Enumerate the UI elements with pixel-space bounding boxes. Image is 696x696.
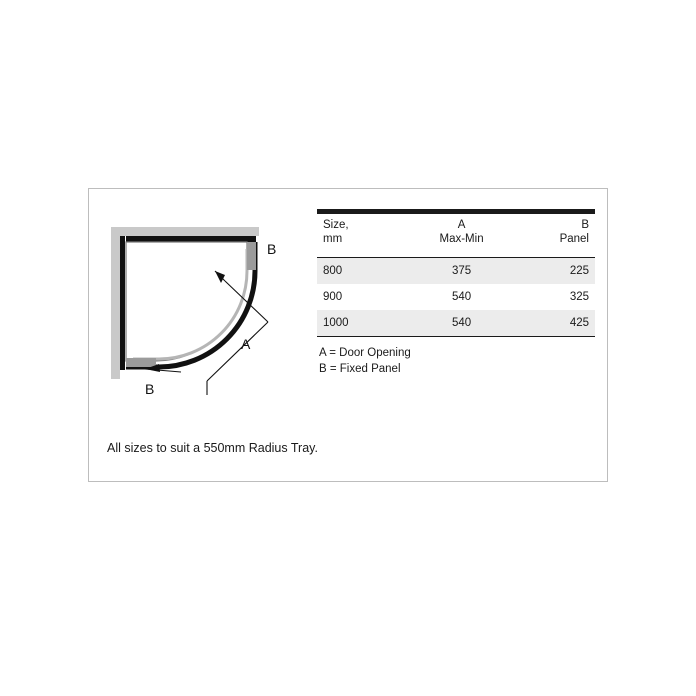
cell-a: 540 <box>412 310 512 337</box>
header-a-line2: Max-Min <box>439 233 484 246</box>
header-b-line2: Panel <box>559 233 589 246</box>
table-row <box>317 257 595 284</box>
header-b-line1: B <box>581 219 589 231</box>
cell-size: 800 <box>317 257 412 284</box>
cell-a: 375 <box>412 257 512 284</box>
size-table-wrapper <box>317 209 595 378</box>
label-b-bottom: B <box>145 381 155 397</box>
table-head <box>317 214 595 257</box>
legend-line-a: A = Door Opening <box>319 346 411 359</box>
cell-b: 425 <box>512 310 595 337</box>
table-body <box>317 257 595 336</box>
cell-a: 540 <box>451 290 472 303</box>
header-size <box>317 214 412 257</box>
legend-line-b: B = Fixed Panel <box>319 363 401 376</box>
fixed-panel-top <box>247 242 256 270</box>
glass-area <box>126 242 247 361</box>
left-rail <box>120 236 125 370</box>
header-b <box>512 214 595 257</box>
table-row <box>317 310 595 337</box>
table-row <box>317 284 595 310</box>
label-a-center: A <box>241 336 251 352</box>
top-rail <box>120 236 256 242</box>
specification-panel <box>88 188 608 482</box>
header-a-line1: A <box>457 219 466 231</box>
cell-b: 225 <box>512 257 595 284</box>
label-b-top: B <box>267 241 277 257</box>
quadrant-enclosure-drawing <box>97 209 297 439</box>
enclosure-diagram-svg <box>97 209 297 439</box>
cell-b: 325 <box>569 290 589 303</box>
header-size-line1: Size, <box>323 219 349 231</box>
swing-arrow-lines <box>145 369 181 372</box>
header-a <box>412 214 512 257</box>
footnote-text: All sizes to suit a 550mm Radius Tray. <box>107 441 318 455</box>
cell-size: 1000 <box>317 310 412 337</box>
header-size-line2: mm <box>323 233 343 246</box>
cell-size: 900 <box>323 290 343 303</box>
legend <box>317 345 595 378</box>
size-table <box>317 214 595 337</box>
fixed-panel-bottom <box>126 358 156 367</box>
table-header-row <box>317 214 595 257</box>
